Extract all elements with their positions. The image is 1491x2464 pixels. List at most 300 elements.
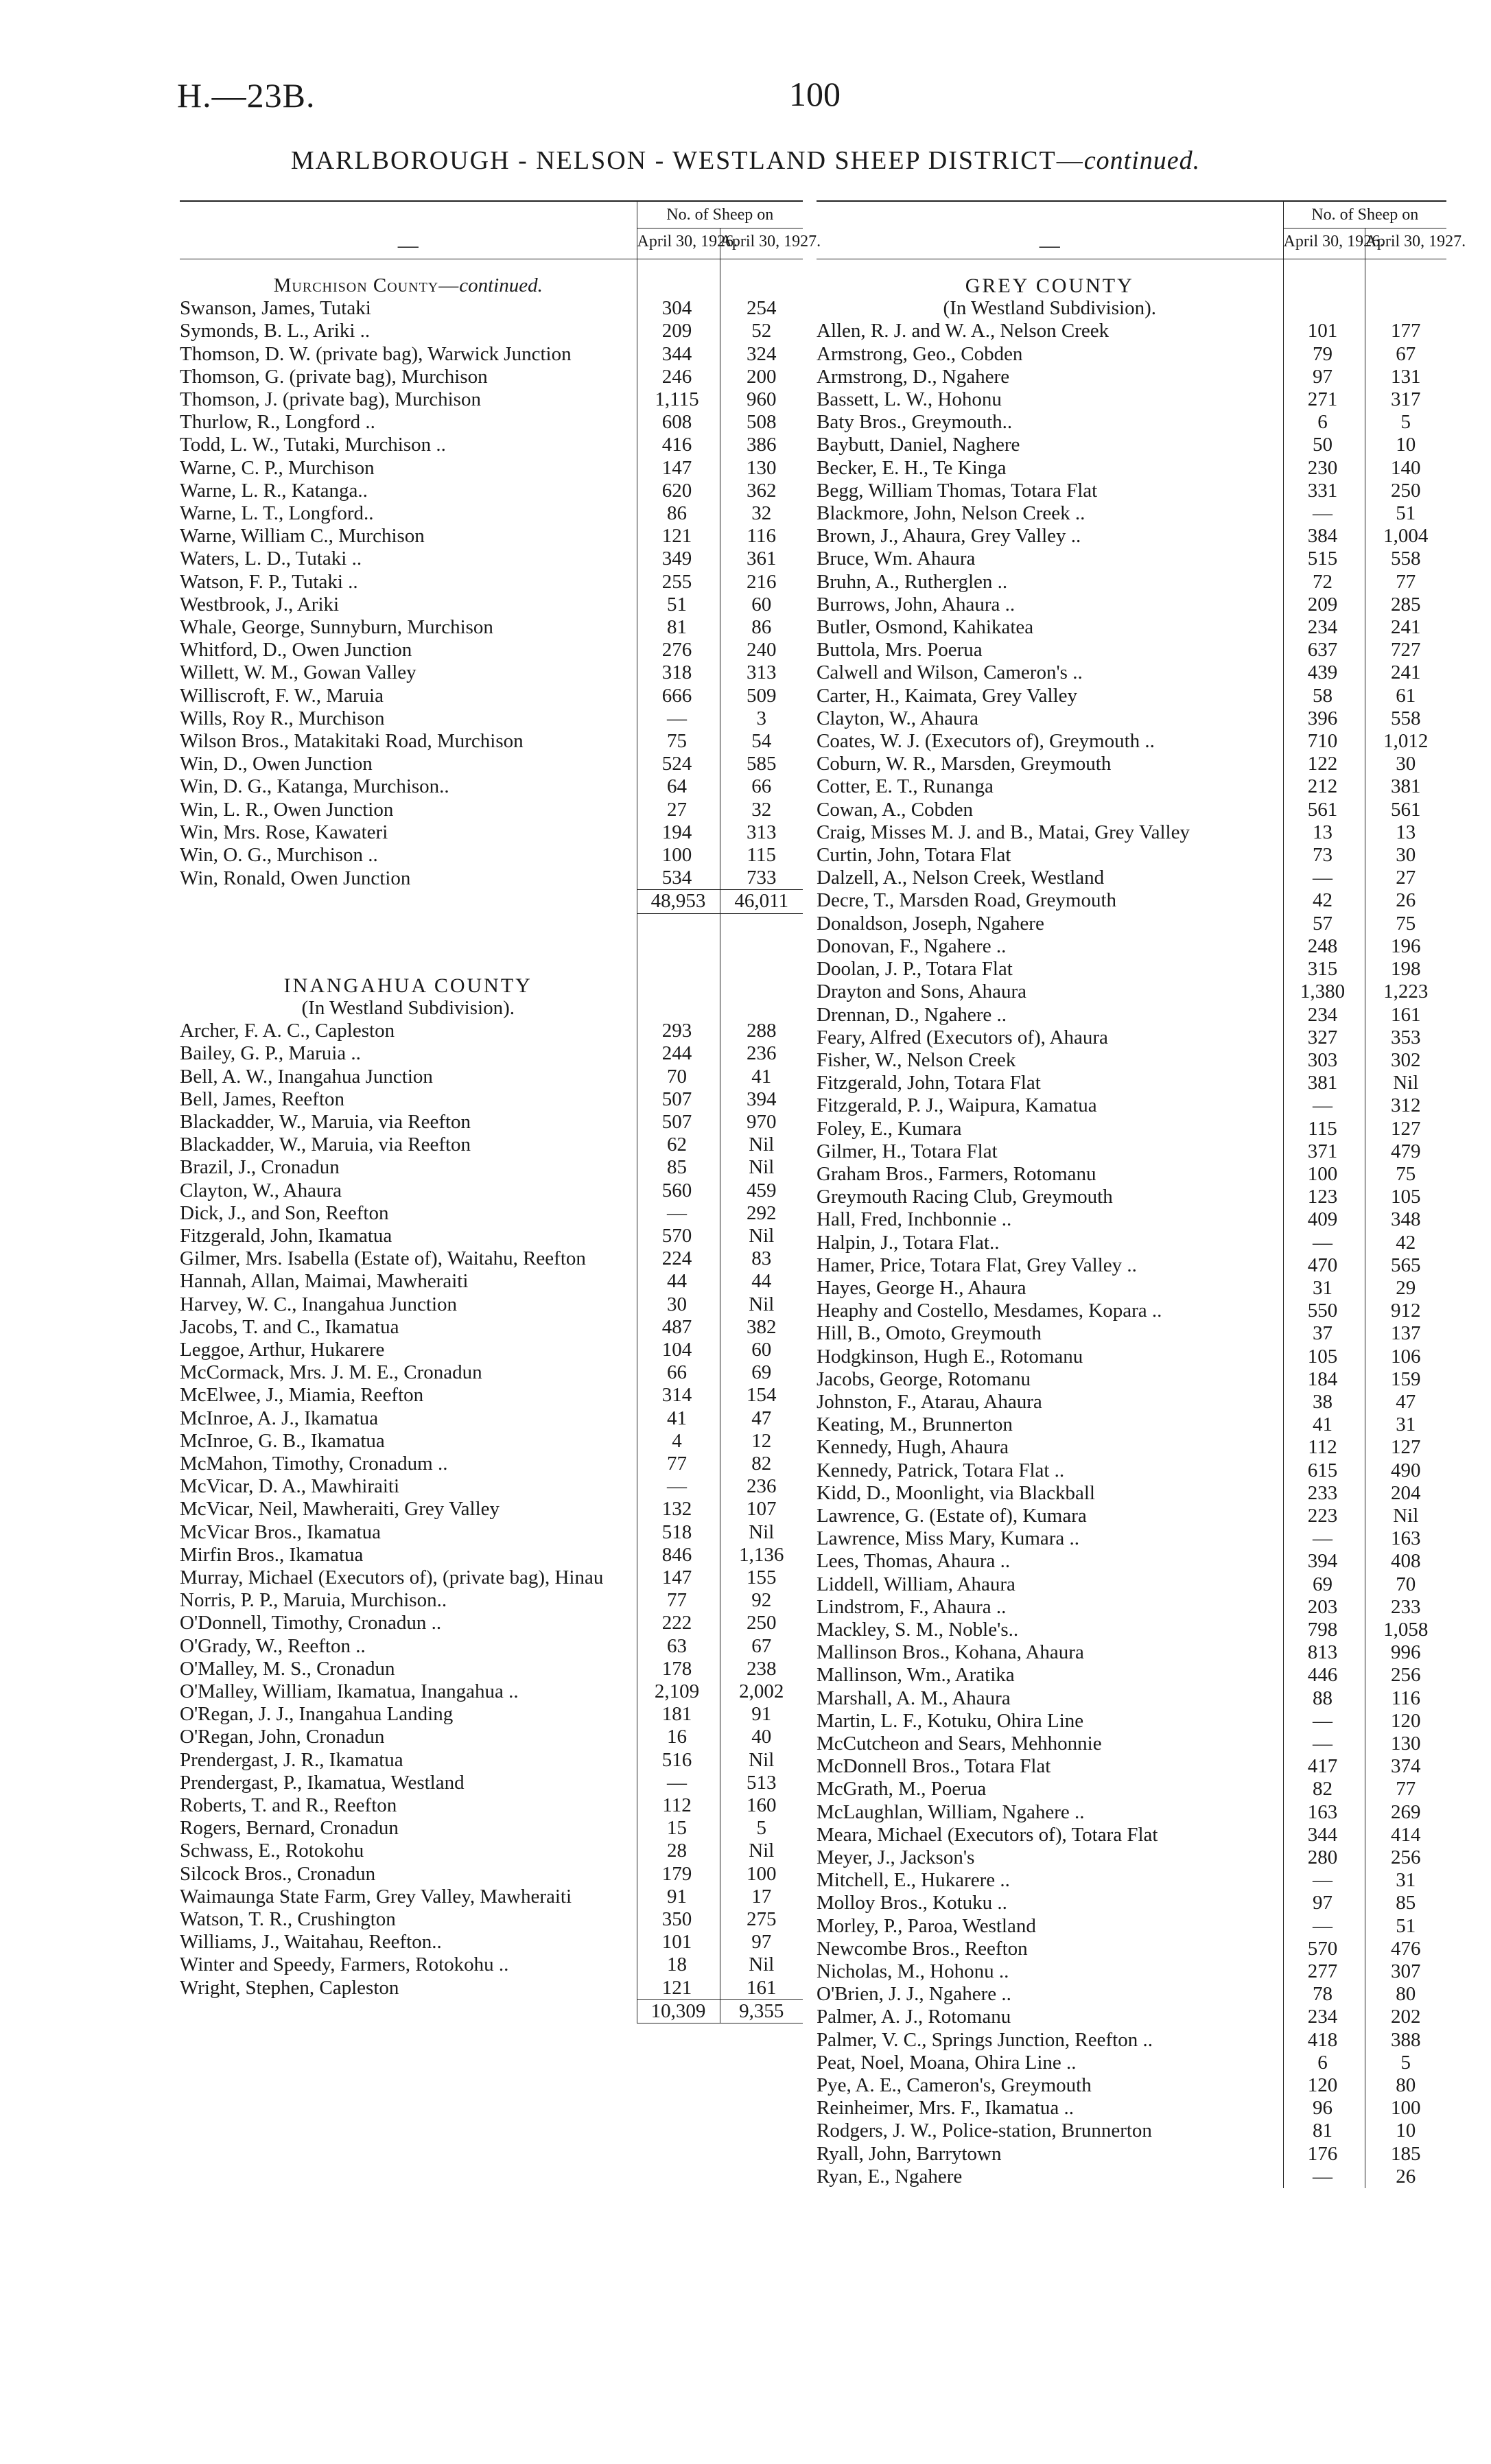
holder-name: Feary, Alfred (Executors of), Ahaura xyxy=(817,1026,1108,1048)
table-row xyxy=(817,821,1446,844)
sheep-1926: 179 xyxy=(637,1863,720,1886)
sheep-1927: 115 xyxy=(720,844,803,867)
sheep-1927: 29 xyxy=(1365,1277,1446,1300)
table-row xyxy=(180,1908,803,1931)
sheep-1927: 313 xyxy=(720,821,803,844)
sheep-1927: 241 xyxy=(1365,616,1446,639)
table-row xyxy=(180,548,803,570)
sheep-1926: 209 xyxy=(1283,594,1365,616)
sheep-1927: 106 xyxy=(1365,1346,1446,1368)
sheep-1926: 30 xyxy=(637,1293,720,1316)
table-row xyxy=(180,707,803,730)
sheep-1926: 100 xyxy=(637,844,720,867)
holder-name: Hamer, Price, Totara Flat, Grey Valley .. xyxy=(817,1254,1137,1276)
sheep-1926: 18 xyxy=(637,1953,720,1976)
sheep-1926: 88 xyxy=(1283,1687,1365,1710)
sheep-1927: 408 xyxy=(1365,1550,1446,1573)
holder-name: O'Regan, John, Cronadun xyxy=(180,1726,385,1748)
table-row xyxy=(180,1863,803,1886)
sheep-1926: — xyxy=(1283,1915,1365,1938)
table-row xyxy=(817,525,1446,548)
table-row xyxy=(817,571,1446,594)
sheep-1927: 26 xyxy=(1365,889,1446,912)
sheep-1926: 303 xyxy=(1283,1049,1365,1072)
table-row xyxy=(817,502,1446,525)
sheep-1926: 515 xyxy=(1283,548,1365,570)
sheep-1926: 100 xyxy=(1283,1163,1365,1186)
sheep-1926: 112 xyxy=(637,1794,720,1817)
sheep-1927: Nil xyxy=(720,1521,803,1544)
holder-name: Cowan, A., Cobden xyxy=(817,798,973,821)
table-row xyxy=(180,1111,803,1134)
table-row xyxy=(817,1254,1446,1277)
holder-name: Johnston, F., Atarau, Ahaura xyxy=(817,1390,1042,1413)
table-row xyxy=(180,571,803,594)
sheep-1926: — xyxy=(637,1475,720,1498)
sheep-1926: 846 xyxy=(637,1544,720,1567)
holder-name: Bruhn, A., Rutherglen .. xyxy=(817,570,1008,593)
left-table xyxy=(180,200,821,2023)
sheep-1926: 82 xyxy=(1283,1778,1365,1800)
sheep-1927: 216 xyxy=(720,571,803,594)
table-row xyxy=(817,981,1446,1003)
table-row xyxy=(817,434,1446,456)
sheep-1927: 238 xyxy=(720,1658,803,1680)
table-row xyxy=(817,1960,1446,1983)
holder-name: Williams, J., Waitahau, Reefton.. xyxy=(180,1931,442,1953)
sheep-1927: 66 xyxy=(720,775,803,798)
holder-name: Westbrook, J., Ariki xyxy=(180,593,340,615)
sheep-1927: 54 xyxy=(720,730,803,753)
holder-name: Fitzgerald, John, Ikamatua xyxy=(180,1224,392,1247)
table-row xyxy=(817,1983,1446,2006)
holder-name: Ryan, E., Ngahere xyxy=(817,2165,963,2187)
holder-name: Donaldson, Joseph, Ngahere xyxy=(817,912,1044,935)
table-row xyxy=(817,411,1446,434)
table-row xyxy=(180,1726,803,1748)
sheep-1927: Nil xyxy=(1365,1072,1446,1094)
table-row xyxy=(817,707,1446,730)
sheep-1926: 234 xyxy=(1283,616,1365,639)
sheep-1926: 37 xyxy=(1283,1322,1365,1345)
table-row xyxy=(817,1140,1446,1163)
sheep-1927: 30 xyxy=(1365,844,1446,867)
sheep-1927: 292 xyxy=(720,1202,803,1225)
sheep-1927: 27 xyxy=(1365,867,1446,889)
sheep-1926: 518 xyxy=(637,1521,720,1544)
murchison-heading-row xyxy=(180,274,803,297)
table-row xyxy=(817,958,1446,981)
sheep-1926: 244 xyxy=(637,1042,720,1065)
sheep-1927: 240 xyxy=(720,639,803,661)
total-1926: 10,309 xyxy=(637,1999,720,2023)
sheep-1927: 10 xyxy=(1365,2120,1446,2142)
table-row xyxy=(180,502,803,525)
holder-name: McGrath, M., Poerua xyxy=(817,1778,987,1800)
table-row xyxy=(817,753,1446,775)
total-label xyxy=(180,1999,637,2023)
sheep-1927: 324 xyxy=(720,343,803,366)
sheep-1926: 4 xyxy=(637,1430,720,1453)
sheep-1927: 1,058 xyxy=(1365,1619,1446,1641)
holder-name: Donovan, F., Ngahere .. xyxy=(817,935,1007,957)
sheep-1927: 386 xyxy=(720,434,803,456)
table-row xyxy=(817,1619,1446,1641)
table-row xyxy=(817,935,1446,958)
sheep-1927: 69 xyxy=(720,1361,803,1384)
sheep-1926: 2,109 xyxy=(637,1680,720,1703)
holder-name: Buttola, Mrs. Poerua xyxy=(817,639,983,661)
sheep-1927: 17 xyxy=(720,1886,803,1908)
sheep-1926: — xyxy=(1283,502,1365,525)
holder-name: Todd, L. W., Tutaki, Murchison .. xyxy=(180,434,446,456)
holder-name: Hayes, George H., Ahaura xyxy=(817,1276,1026,1299)
table-row xyxy=(180,1156,803,1179)
spacer-row xyxy=(180,944,803,959)
holder-name: Thomson, J. (private bag), Murchison xyxy=(180,388,481,411)
table-row xyxy=(180,1521,803,1544)
sheep-1926: 16 xyxy=(637,1726,720,1748)
sheep-1926: 6 xyxy=(1283,2052,1365,2074)
left-column xyxy=(180,200,821,2023)
holder-name: O'Donnell, Timothy, Cronadun .. xyxy=(180,1612,442,1634)
table-row xyxy=(817,2029,1446,2052)
sheep-1927: 41 xyxy=(720,1066,803,1088)
table-row xyxy=(817,1915,1446,1938)
holder-name: O'Malley, William, Ikamatua, Inangahua .. xyxy=(180,1680,519,1702)
sheep-1926: 280 xyxy=(1283,1846,1365,1869)
holder-name: Decre, T., Marsden Road, Greymouth xyxy=(817,889,1117,912)
sheep-1927: 127 xyxy=(1365,1436,1446,1459)
holder-name: Mackley, S. M., Noble's.. xyxy=(817,1618,1019,1641)
sheep-1926: 234 xyxy=(1283,2006,1365,2028)
sheep-1926: 50 xyxy=(1283,434,1365,456)
holder-name: Nicholas, M., Hohonu .. xyxy=(817,1960,1009,1983)
holder-name: Archer, F. A. C., Capleston xyxy=(180,1020,395,1042)
grey-heading: GREY COUNTY xyxy=(965,274,1134,297)
holder-name: Foley, E., Kumara xyxy=(817,1117,962,1140)
sheep-1926: 163 xyxy=(1283,1801,1365,1824)
sheep-1926: 314 xyxy=(637,1384,720,1407)
sheep-1927: 163 xyxy=(1365,1527,1446,1550)
sheep-1927: 250 xyxy=(720,1612,803,1634)
table-row xyxy=(180,1270,803,1293)
sheep-on-header: No. of Sheep on xyxy=(637,201,803,228)
sheep-1927: 137 xyxy=(1365,1322,1446,1345)
table-row xyxy=(180,1453,803,1475)
sheep-1927: 374 xyxy=(1365,1755,1446,1778)
holder-name: Blackadder, W., Maruia, via Reefton xyxy=(180,1134,471,1156)
table-row xyxy=(817,867,1446,889)
table-row xyxy=(817,913,1446,935)
sheep-1926: 91 xyxy=(637,1886,720,1908)
sheep-1927: 1,012 xyxy=(1365,730,1446,753)
table-row xyxy=(817,1391,1446,1413)
inangahua-subheading: (In Westland Subdivision). xyxy=(301,996,515,1019)
sheep-1926: — xyxy=(637,707,720,730)
holder-name: Win, Mrs. Rose, Kawateri xyxy=(180,821,388,843)
sheep-1926: 276 xyxy=(637,639,720,661)
sheep-1927: 479 xyxy=(1365,1140,1446,1163)
sheep-1926: 66 xyxy=(637,1361,720,1384)
table-row xyxy=(180,775,803,798)
sheep-1926: 85 xyxy=(637,1156,720,1179)
sheep-1927: 727 xyxy=(1365,639,1446,661)
sheep-1927: 67 xyxy=(1365,343,1446,366)
holder-name: Palmer, V. C., Springs Junction, Reefton .. xyxy=(817,2028,1153,2051)
sheep-1926: 416 xyxy=(637,434,720,456)
holder-name: McVicar, Neil, Mawheraiti, Grey Valley xyxy=(180,1498,500,1521)
holder-name: Drennan, D., Ngahere .. xyxy=(817,1003,1007,1026)
sheep-1926: 105 xyxy=(1283,1346,1365,1368)
table-row xyxy=(817,1733,1446,1755)
sheep-1926: 101 xyxy=(1283,320,1365,342)
sheep-1926: 396 xyxy=(1283,707,1365,730)
grey-subheading: (In Westland Subdivision). xyxy=(943,297,1156,320)
holder-name: Swanson, James, Tutaki xyxy=(180,297,371,320)
holder-name: Gilmer, Mrs. Isabella (Estate of), Waitahu, Reefton xyxy=(180,1247,586,1270)
table-row xyxy=(180,1794,803,1817)
sheep-1926: 78 xyxy=(1283,1983,1365,2006)
sheep-1926: 121 xyxy=(637,525,720,548)
sheep-1926: 710 xyxy=(1283,730,1365,753)
holder-name: Warne, L. R., Katanga.. xyxy=(180,479,368,502)
sheep-1926: 570 xyxy=(1283,1938,1365,1960)
sheep-1927: 60 xyxy=(720,1339,803,1361)
sheep-1926: 147 xyxy=(637,457,720,480)
col-1927-header: April 30, 1927. xyxy=(1365,228,1446,255)
sheep-1927: 159 xyxy=(1365,1368,1446,1391)
holder-name: Warne, William C., Murchison xyxy=(180,525,425,548)
table-row xyxy=(817,1413,1446,1436)
sheep-1927: 100 xyxy=(720,1863,803,1886)
holder-name: Norris, P. P., Maruia, Murchison.. xyxy=(180,1589,447,1612)
table-row xyxy=(817,1846,1446,1869)
holder-name: Bassett, L. W., Hohonu xyxy=(817,388,1002,411)
sheep-1926: 516 xyxy=(637,1749,720,1772)
holder-name: Lawrence, G. (Estate of), Kumara xyxy=(817,1504,1087,1527)
sheep-1926: 147 xyxy=(637,1567,720,1589)
holder-name: Rogers, Bernard, Cronadun xyxy=(180,1817,399,1840)
sheep-1927: 67 xyxy=(720,1635,803,1658)
sheep-1926: 121 xyxy=(637,1977,720,2000)
sheep-1927: 254 xyxy=(720,297,803,320)
sheep-1927: 83 xyxy=(720,1247,803,1270)
holder-name: McElwee, J., Miamia, Reefton xyxy=(180,1384,424,1407)
table-row xyxy=(817,799,1446,821)
table-row xyxy=(817,1322,1446,1345)
sheep-1927: 31 xyxy=(1365,1413,1446,1436)
holder-name: Burrows, John, Ahaura .. xyxy=(817,593,1015,615)
sheep-1926: 75 xyxy=(637,730,720,753)
sheep-1926: — xyxy=(637,1772,720,1794)
sheep-1927: 302 xyxy=(1365,1049,1446,1072)
sheep-1926: 487 xyxy=(637,1316,720,1339)
table-row xyxy=(817,1004,1446,1026)
name-column-dash: — xyxy=(1039,234,1060,257)
table-row xyxy=(180,434,803,456)
sheep-1927: 269 xyxy=(1365,1801,1446,1824)
sheep-1926: 194 xyxy=(637,821,720,844)
sheep-1926: 63 xyxy=(637,1635,720,1658)
sheep-1926: 620 xyxy=(637,480,720,502)
page-ref: H.—23B. xyxy=(177,76,316,115)
holder-name: Lees, Thomas, Ahaura .. xyxy=(817,1550,1011,1573)
sheep-1926: 73 xyxy=(1283,844,1365,867)
holder-name: Jacobs, George, Rotomanu xyxy=(817,1368,1031,1390)
sheep-1927: 241 xyxy=(1365,661,1446,684)
sheep-1927: 12 xyxy=(720,1430,803,1453)
holder-name: Craig, Misses M. J. and B., Matai, Grey Valley xyxy=(817,821,1190,843)
sheep-1927: 82 xyxy=(720,1453,803,1475)
table-row xyxy=(180,1247,803,1270)
sheep-1927: 2,002 xyxy=(720,1680,803,1703)
sheep-1926: 349 xyxy=(637,548,720,570)
holder-name: McCutcheon and Sears, Mehhonnie xyxy=(817,1733,1102,1755)
table-row xyxy=(180,480,803,502)
sheep-1926: 203 xyxy=(1283,1596,1365,1619)
murchison-heading: Murchison County— xyxy=(273,274,460,296)
sheep-1926: 132 xyxy=(637,1498,720,1521)
sheep-1927: 80 xyxy=(1365,2074,1446,2097)
sheep-1927: 307 xyxy=(1365,1960,1446,1983)
sheep-1927: 200 xyxy=(720,366,803,388)
holder-name: Bruce, Wm. Ahaura xyxy=(817,548,976,570)
table-row xyxy=(817,1118,1446,1140)
holder-name: Hill, B., Omoto, Greymouth xyxy=(817,1322,1042,1345)
holder-name: Schwass, E., Rotokohu xyxy=(180,1840,364,1862)
holder-name: Fitzgerald, P. J., Waipura, Kamatua xyxy=(817,1094,1097,1117)
total-label xyxy=(180,890,637,913)
sheep-1926: 271 xyxy=(1283,388,1365,411)
table-row xyxy=(180,1498,803,1521)
sheep-1926: 331 xyxy=(1283,480,1365,502)
table-row xyxy=(817,1596,1446,1619)
table-row xyxy=(180,1658,803,1680)
table-row xyxy=(817,457,1446,480)
sheep-1926: 315 xyxy=(1283,958,1365,981)
sheep-1926: — xyxy=(1283,1527,1365,1550)
sheep-1926: 813 xyxy=(1283,1641,1365,1664)
sheep-1927: 61 xyxy=(1365,685,1446,707)
table-row xyxy=(180,320,803,342)
sheep-1927: 970 xyxy=(720,1111,803,1134)
sheep-1926: 120 xyxy=(1283,2074,1365,2097)
sheep-1927: 80 xyxy=(1365,1983,1446,2006)
sheep-1926: 304 xyxy=(637,297,720,320)
sheep-1927: 120 xyxy=(1365,1710,1446,1733)
sheep-1927: 361 xyxy=(720,548,803,570)
sheep-1927: 1,004 xyxy=(1365,525,1446,548)
table-row xyxy=(180,1635,803,1658)
sheep-1926: 344 xyxy=(1283,1824,1365,1846)
page-title xyxy=(0,145,1491,176)
table-row xyxy=(180,525,803,548)
sheep-1927: 5 xyxy=(1365,411,1446,434)
table-row xyxy=(817,1482,1446,1505)
sheep-1927: Nil xyxy=(1365,1505,1446,1527)
sheep-1927: 3 xyxy=(720,707,803,730)
sheep-1927: Nil xyxy=(720,1293,803,1316)
table-row xyxy=(817,2143,1446,2166)
holder-name: Win, D., Owen Junction xyxy=(180,753,373,775)
sheep-1926: 38 xyxy=(1283,1391,1365,1413)
title-continued: continued. xyxy=(1083,146,1201,175)
sheep-1926: 28 xyxy=(637,1840,720,1862)
sheep-1927: 196 xyxy=(1365,935,1446,958)
sheep-1926: 81 xyxy=(1283,2120,1365,2142)
holder-name: McMahon, Timothy, Cronadum .. xyxy=(180,1452,448,1475)
table-row xyxy=(817,1869,1446,1892)
sheep-1926: 81 xyxy=(637,616,720,639)
sheep-1926: 27 xyxy=(637,799,720,821)
holder-name: Dick, J., and Son, Reefton xyxy=(180,1201,389,1224)
holder-name: McCormack, Mrs. J. M. E., Cronadun xyxy=(180,1361,482,1384)
sheep-1927: 353 xyxy=(1365,1026,1446,1049)
holder-name: Armstrong, D., Ngahere xyxy=(817,365,1010,388)
sheep-1926: 230 xyxy=(1283,457,1365,480)
holder-name: Winter and Speedy, Farmers, Rotokohu .. xyxy=(180,1953,509,1976)
spacer-row xyxy=(180,959,803,974)
holder-name: Thomson, G. (private bag), Murchison xyxy=(180,365,488,388)
holder-name: O'Malley, M. S., Cronadun xyxy=(180,1657,395,1680)
table-row xyxy=(817,2120,1446,2142)
sheep-1927: 733 xyxy=(720,867,803,890)
inangahua-subheading-row xyxy=(180,997,803,1020)
sheep-1926: 277 xyxy=(1283,1960,1365,1983)
sheep-1927: 5 xyxy=(720,1817,803,1840)
table-row xyxy=(180,1180,803,1202)
sheep-1926: 371 xyxy=(1283,1140,1365,1163)
name-column-dash: — xyxy=(397,234,419,257)
sheep-1927: 362 xyxy=(720,480,803,502)
holder-name: McInroe, A. J., Ikamatua xyxy=(180,1407,379,1429)
table-row xyxy=(817,1186,1446,1208)
sheep-1927: 70 xyxy=(1365,1573,1446,1596)
title-text: MARLBOROUGH - NELSON - WESTLAND SHEEP DISTRICT— xyxy=(290,146,1084,175)
holder-name: Roberts, T. and R., Reefton xyxy=(180,1794,397,1816)
holder-name: Molloy Bros., Kotuku .. xyxy=(817,1892,1007,1914)
sheep-1927: 388 xyxy=(1365,2029,1446,2052)
holder-name: Bell, James, Reefton xyxy=(180,1088,345,1110)
table-row xyxy=(180,1020,803,1042)
sheep-1926: 507 xyxy=(637,1111,720,1134)
holder-name: Halpin, J., Totara Flat.. xyxy=(817,1231,1000,1254)
table-row xyxy=(180,1475,803,1498)
spacer-row xyxy=(180,913,803,929)
holder-name: Win, L. R., Owen Junction xyxy=(180,798,394,821)
sheep-1927: 26 xyxy=(1365,2166,1446,2188)
table-row xyxy=(180,616,803,639)
holder-name: Prendergast, J. R., Ikamatua xyxy=(180,1748,403,1771)
sheep-1927: 154 xyxy=(720,1384,803,1407)
table-row xyxy=(180,1316,803,1339)
holder-name: Begg, William Thomas, Totara Flat xyxy=(817,479,1098,502)
table-row xyxy=(817,2052,1446,2074)
table-row xyxy=(817,1459,1446,1482)
table-row xyxy=(817,1208,1446,1231)
holder-name: Murray, Michael (Executors of), (private bag), Hinau xyxy=(180,1566,604,1588)
sheep-1926: 798 xyxy=(1283,1619,1365,1641)
grey-heading-row xyxy=(817,274,1446,297)
table-row xyxy=(180,1293,803,1316)
table-row xyxy=(817,1687,1446,1710)
sheep-1926: 41 xyxy=(637,1407,720,1430)
sheep-1927: 51 xyxy=(1365,502,1446,525)
holder-name: Dalzell, A., Nelson Creek, Westland xyxy=(817,867,1105,889)
sheep-1927: 75 xyxy=(1365,1163,1446,1186)
table-row xyxy=(817,1300,1446,1322)
